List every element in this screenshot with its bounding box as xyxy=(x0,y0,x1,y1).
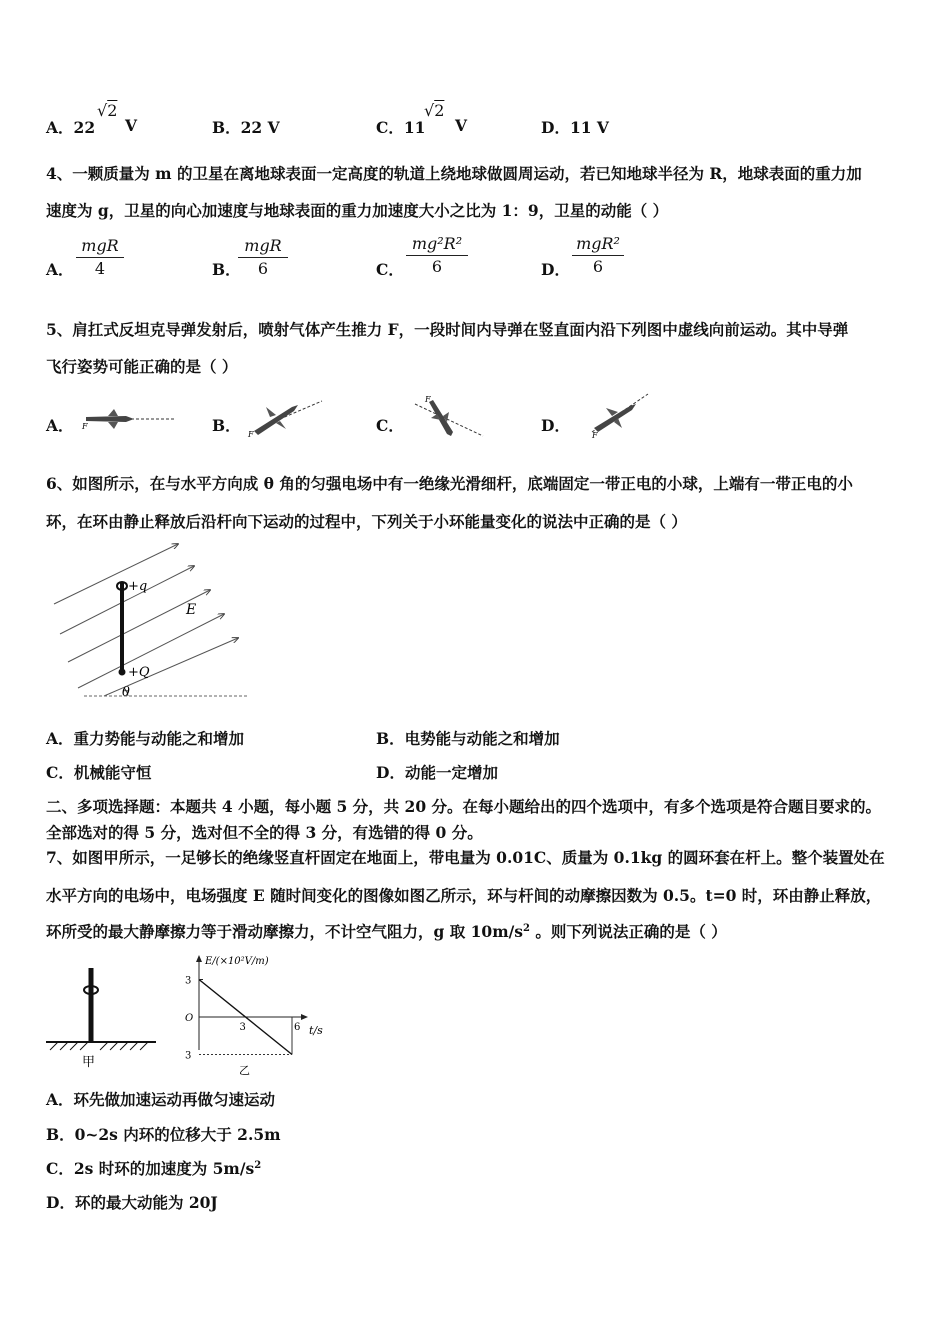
q5-option-a-label: A． xyxy=(46,416,74,435)
y-tick-label: 3 xyxy=(185,1050,192,1062)
q3-option-a-unit: V xyxy=(125,116,138,135)
q5-stem-line2: 飞行姿势可能正确的是（ ） xyxy=(46,357,238,376)
origin-label: O xyxy=(185,1013,194,1024)
force-label: F xyxy=(248,430,254,439)
q3-option-c-unit: V xyxy=(455,116,468,135)
q6-stem-line1: 6、如图所示，在与水平方向成 θ 角的匀强电场中有一绝缘光滑细杆，底端固定一带正电的小球，上端有一带正电的小 xyxy=(46,474,853,493)
q7-stem-line1: 7、如图甲所示，一足够长的绝缘竖直杆固定在地面上，带电量为 0.01C、质量为 0.1kg 的圆环套在杆上。整个装置处在 xyxy=(46,848,885,867)
q7-option-c: C．2s 时环的加速度为 $5m/s^2$ xyxy=(46,1159,262,1178)
force-label: F xyxy=(82,422,88,431)
q4-option-a-label: A． xyxy=(46,260,74,279)
q5-option-d-missile-figure xyxy=(572,392,652,440)
x-axis-label: t/s xyxy=(309,1024,323,1037)
q4-stem-line2: 速度为 g，卫星的向心加速度与地球表面的重力加速度大小之比为 1：9，卫星的动能（ ） xyxy=(46,201,669,220)
sqrt-icon: √ xyxy=(424,101,435,120)
q7-option-a: A．环先做加速运动再做匀速运动 xyxy=(46,1090,276,1109)
q5-option-c-label: C． xyxy=(376,416,404,435)
q4-option-c-label: C． xyxy=(376,260,404,279)
force-label: F xyxy=(425,395,431,404)
missile-icon xyxy=(594,404,636,432)
q4-stem-line1: 4、一颗质量为 m 的卫星在离地球表面一定高度的轨道上绕地球做圆周运动，若已知地球半径为 R，地球表面的重力加 xyxy=(46,164,862,183)
q5-option-a-missile-figure xyxy=(76,405,176,435)
q4-option-d-label: D． xyxy=(541,260,570,279)
q7-figure-yi-chart xyxy=(175,950,345,1080)
q5-option-b-missile-figure xyxy=(236,395,326,440)
ball-charge-label: +Q xyxy=(128,665,150,680)
q6-option-d: D．动能一定增加 xyxy=(376,763,498,782)
figure-yi-label: 乙 xyxy=(239,1064,250,1077)
force-label: F xyxy=(592,431,598,440)
fixed-ball xyxy=(119,669,126,676)
q5-option-d-label: D． xyxy=(541,416,570,435)
q6-option-c: C．机械能守恒 xyxy=(46,763,152,782)
q7-figure-jia xyxy=(44,962,159,1072)
q6-option-b: B．电势能与动能之和增加 xyxy=(376,729,560,748)
q3-option-b: B．22 V xyxy=(212,118,280,137)
x-tick-label: 6 xyxy=(294,1022,301,1033)
q3-option-a: A．22 xyxy=(46,118,96,137)
y-tick-label: 3 xyxy=(185,975,192,987)
ground-hatching xyxy=(50,1042,148,1050)
q6-field-figure xyxy=(48,538,253,703)
missile-icon xyxy=(86,416,134,422)
theta-label: θ xyxy=(122,685,130,700)
x-tick-label: 3 xyxy=(239,1022,246,1033)
q6-stem-line2: 环，在环由静止释放后沿杆向下运动的过程中，下列关于小环能量变化的说法中正确的是（ ） xyxy=(46,512,687,531)
q5-stem-line1: 5、肩扛式反坦克导弹发射后，喷射气体产生推力 F，一段时间内导弹在竖直面内沿下列图中虚线向前运动。其中导弹 xyxy=(46,320,849,339)
q4-option-a-fraction: mgR 4 xyxy=(76,236,124,278)
q3-option-d: D．11 V xyxy=(541,118,609,137)
sqrt-icon: √ xyxy=(97,101,108,120)
field-label: E xyxy=(186,602,197,618)
q3-option-c-sqrt: √2 xyxy=(424,101,445,120)
q4-option-c-fraction: mg²R² 6 xyxy=(406,234,468,276)
q7-option-d: D．环的最大动能为 20J xyxy=(46,1193,218,1212)
section2-heading-line2: 全部选对的得 5 分，选对但不全的得 3 分，有选错的得 0 分。 xyxy=(46,823,483,842)
y-axis-label: E/(×10²V/m) xyxy=(205,956,269,967)
q3-option-c: C．11 xyxy=(376,118,426,137)
section2-heading-line1: 二、多项选择题：本题共 4 小题，每小题 5 分，共 20 分。在每小题给出的四个选项中，有多个选项是符合题目要求的。 xyxy=(46,797,882,816)
q7-option-b: B．0~2s 内环的位移大于 2.5m xyxy=(46,1125,281,1144)
q6-option-a: A．重力势能与动能之和增加 xyxy=(46,729,245,748)
ring-charge-label: +q xyxy=(128,579,148,594)
q3-option-a-sqrt: √2 xyxy=(97,101,118,120)
q4-option-b-label: B． xyxy=(212,260,241,279)
q7-stem-line3: 环所受的最大静摩擦力等于滑动摩擦力，不计空气阻力，g 取 $10m/s^2$ 。则下列说法正确的是（ ） xyxy=(46,922,727,941)
figure-jia-label: 甲 xyxy=(82,1055,96,1070)
q4-option-d-fraction: mgR² 6 xyxy=(572,234,624,276)
missile-icon xyxy=(254,405,298,435)
q5-option-b-label: B． xyxy=(212,416,241,435)
q7-stem-line2: 水平方向的电场中，电场强度 E 随时间变化的图像如图乙所示，环与杆间的动摩擦因数为 0.5。t=0 时，环由静止释放， xyxy=(46,886,882,905)
q4-option-b-fraction: mgR 6 xyxy=(238,236,288,278)
q5-option-c-missile-figure xyxy=(405,390,485,440)
